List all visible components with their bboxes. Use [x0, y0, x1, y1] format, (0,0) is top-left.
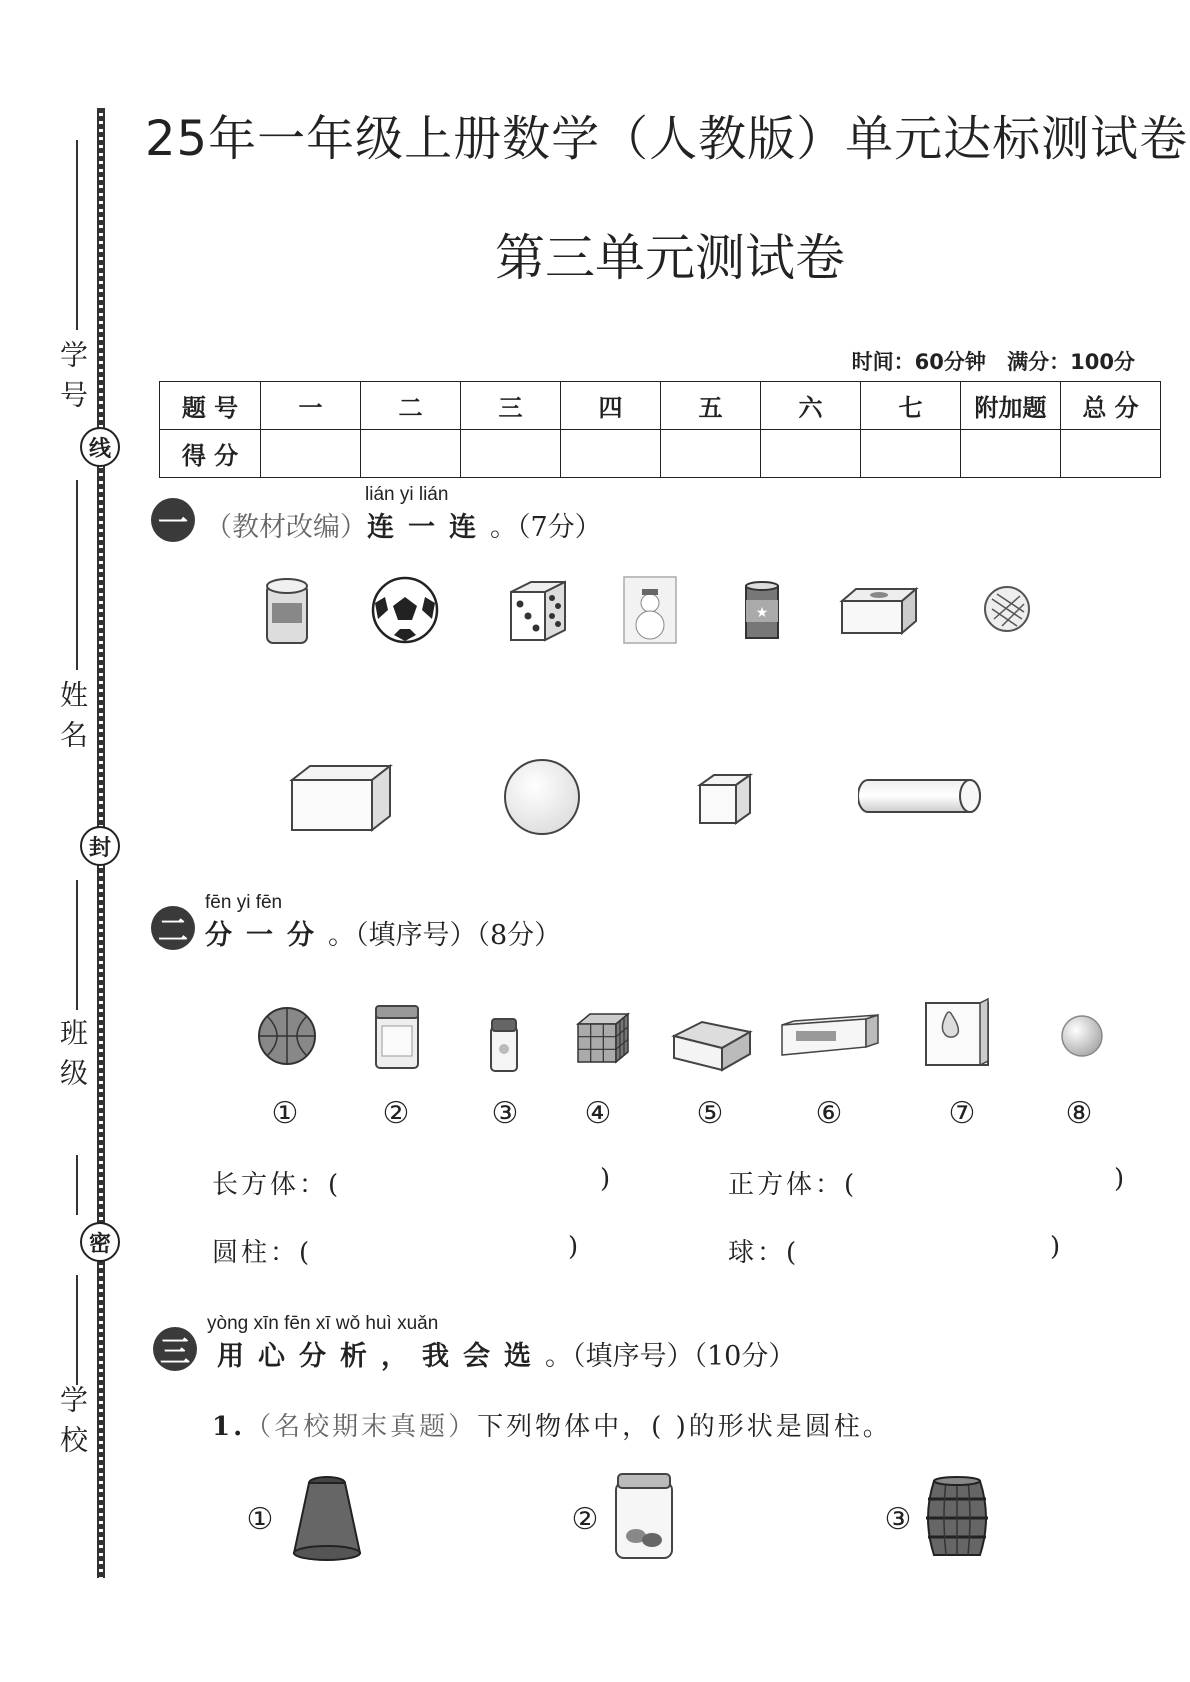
section3-heading	[217, 1334, 795, 1373]
margin-line-school	[76, 1275, 78, 1385]
section2-badge: 二	[151, 906, 195, 950]
score-col-bonus: 附加题	[961, 382, 1061, 430]
glass-jar-picture	[612, 1470, 676, 1562]
margin-field-school: 学校	[56, 1385, 89, 1465]
item-number-3: ③	[491, 1096, 519, 1131]
section1-heading	[205, 505, 602, 544]
section3-tail: 。（填序号）（10分）	[545, 1341, 796, 1372]
score-col-total: 总 分	[1061, 382, 1161, 430]
item-number-2: ②	[382, 1096, 410, 1131]
barrel-picture	[922, 1475, 992, 1561]
exam-info: 时间：60分钟 满分：100分	[851, 350, 1135, 374]
sphere-label: 球：(	[728, 1238, 800, 1268]
cube-shape	[696, 771, 754, 827]
sphere-shape	[502, 757, 582, 837]
score-cell[interactable]	[661, 430, 761, 478]
margin-line-name	[76, 480, 78, 670]
seal-xian: 线	[80, 427, 120, 467]
score-cell[interactable]	[561, 430, 661, 478]
margin-field-class: 班级	[56, 1018, 89, 1098]
score-cell[interactable]	[761, 430, 861, 478]
cuboid-close: )	[600, 1164, 614, 1194]
question-1-note: （名校期末真题）	[245, 1412, 478, 1442]
cuboid-shape	[288, 762, 394, 834]
yarn-ball-picture	[982, 584, 1032, 634]
score-col-6: 六	[761, 382, 861, 430]
score-cell[interactable]	[361, 430, 461, 478]
page-subtitle: 第三单元测试卷	[495, 229, 845, 287]
cylinder-shape	[858, 776, 984, 816]
tissue-box-picture	[838, 585, 920, 637]
option-number-1: ①	[246, 1502, 274, 1537]
tea-can-picture	[262, 575, 312, 647]
soccer-ball-picture	[370, 575, 440, 645]
section1-note: （教材改编）	[205, 512, 367, 543]
dice-picture	[505, 578, 571, 644]
page-title: 25年一年级上册数学（人教版）单元达标测试卷	[145, 111, 1189, 167]
score-col-5: 五	[661, 382, 761, 430]
score-col-2: 二	[361, 382, 461, 430]
item-number-4: ④	[584, 1096, 612, 1131]
score-cell[interactable]	[861, 430, 961, 478]
cylinder-close: )	[568, 1232, 582, 1262]
item-number-5: ⑤	[696, 1096, 724, 1131]
section2-tail: 。（填序号）（8分）	[328, 920, 562, 951]
question-1-text: 下列物体中，( )的形状是圆柱。	[477, 1412, 892, 1442]
option-number-3: ③	[884, 1502, 912, 1537]
question-1	[212, 1406, 892, 1443]
section3-key: 用心分析，我会选	[217, 1341, 545, 1372]
jar-picture	[372, 1002, 422, 1072]
score-table-score-row	[160, 430, 1161, 478]
milk-carton-picture	[922, 997, 994, 1069]
small-bottle-picture	[487, 1015, 521, 1073]
section1-pinyin: lián yi lián	[365, 484, 449, 505]
score-col-4: 四	[561, 382, 661, 430]
basketball-picture	[255, 1004, 319, 1068]
can-picture	[742, 580, 782, 642]
section1-tail: 。（7分）	[490, 512, 602, 543]
score-table-header-row	[160, 382, 1161, 430]
score-col-7: 七	[861, 382, 961, 430]
section2-pinyin: fēn yi fēn	[205, 892, 283, 913]
item-number-8: ⑧	[1065, 1096, 1093, 1131]
section1-badge: 一	[151, 498, 195, 542]
margin-field-student-no: 学号	[56, 340, 89, 420]
small-ball-picture	[1060, 1014, 1104, 1058]
item-number-1: ①	[271, 1096, 299, 1131]
seal-feng: 封	[80, 826, 120, 866]
question-1-number: 1.	[212, 1412, 246, 1442]
sphere-answer-blank[interactable]	[790, 1232, 1040, 1266]
item-number-6: ⑥	[815, 1096, 843, 1131]
rubiks-cube-picture	[574, 1010, 632, 1066]
score-cell[interactable]	[1061, 430, 1161, 478]
score-table-row-label: 题 号	[160, 382, 261, 430]
margin-field-name: 姓名	[56, 680, 89, 760]
option-number-2: ②	[571, 1502, 599, 1537]
item-number-7: ⑦	[948, 1096, 976, 1131]
cuboid-label: 长方体：(	[212, 1170, 342, 1200]
cube-label: 正方体：(	[728, 1170, 858, 1200]
snowman-card-picture	[622, 575, 678, 645]
sphere-close: )	[1050, 1232, 1064, 1262]
cube-close: )	[1114, 1164, 1128, 1194]
cube-answer-blank[interactable]	[850, 1164, 1110, 1198]
score-table-row-label: 得 分	[160, 430, 261, 478]
score-cell[interactable]	[961, 430, 1061, 478]
section2-key: 分一分	[205, 920, 328, 951]
cylinder-answer-blank[interactable]	[305, 1232, 560, 1266]
score-cell[interactable]	[261, 430, 361, 478]
section3-pinyin: yòng xīn fēn xī wǒ huì xuǎn	[207, 1313, 439, 1334]
score-cell[interactable]	[461, 430, 561, 478]
margin-line-class-2	[76, 1155, 78, 1215]
cuboid-answer-blank[interactable]	[335, 1164, 595, 1198]
score-col-1: 一	[261, 382, 361, 430]
section1-key: 连一连	[367, 512, 490, 543]
section2-heading	[205, 913, 561, 952]
seal-mi: 密	[80, 1222, 120, 1262]
paper-cup-picture	[290, 1473, 364, 1563]
score-table	[159, 381, 1161, 478]
toothpaste-box-picture	[778, 1013, 882, 1059]
section3-badge: 三	[153, 1327, 197, 1371]
gift-box-picture	[670, 1014, 754, 1074]
svg-text:★: ★	[755, 605, 769, 621]
cylinder-label: 圆柱：(	[212, 1238, 313, 1268]
margin-line-class	[76, 880, 78, 1010]
score-col-3: 三	[461, 382, 561, 430]
